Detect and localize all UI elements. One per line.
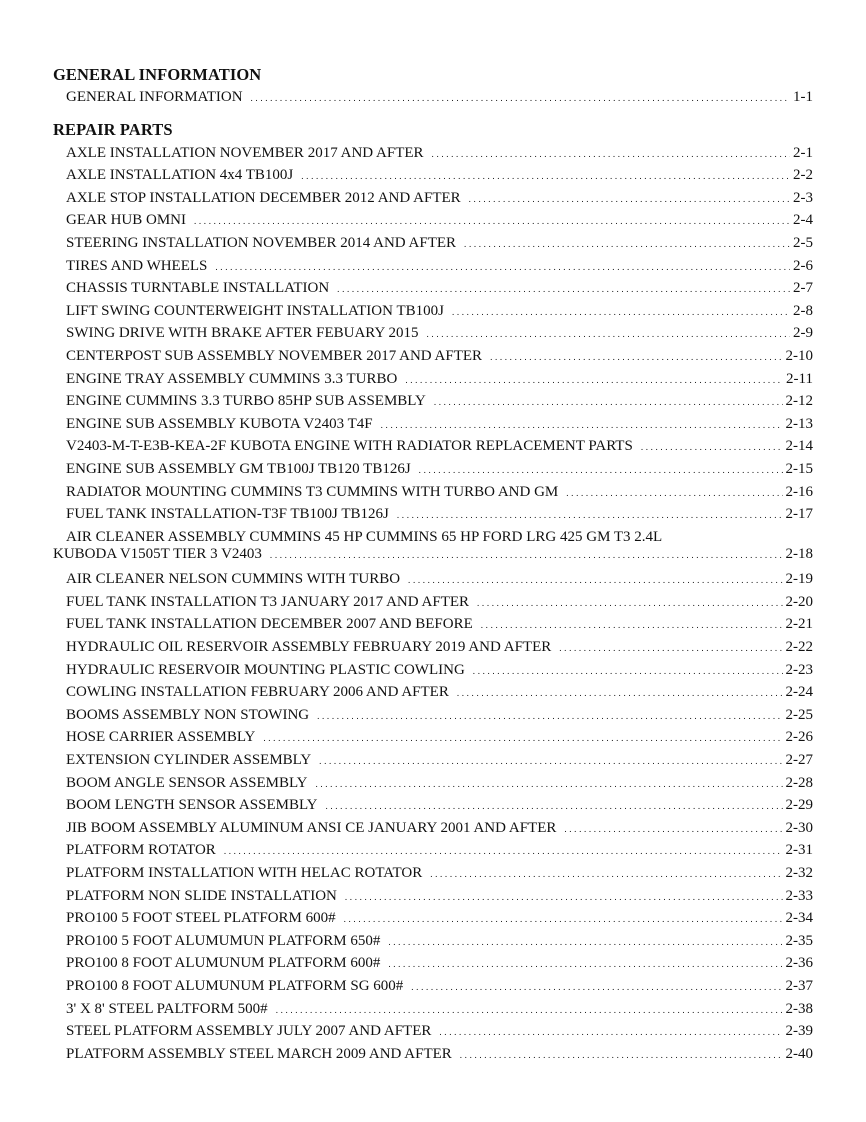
toc-entry[interactable] xyxy=(53,86,813,109)
toc-entry-title: CENTERPOST SUB ASSEMBLY NOVEMBER 2017 AND AFTER xyxy=(66,347,483,364)
dot-leader xyxy=(319,749,782,772)
dot-leader xyxy=(477,591,782,614)
dot-leader xyxy=(381,413,783,436)
toc-entry-title-line2: KUBODA V1505T TIER 3 V2403 xyxy=(53,545,262,562)
toc-entry[interactable] xyxy=(53,907,813,930)
dot-leader xyxy=(388,930,782,953)
toc-entry-title: STEEL PLATFORM ASSEMBLY JULY 2007 AND AFTER xyxy=(66,1023,432,1040)
toc-entry-title: AXLE STOP INSTALLATION DECEMBER 2012 AND AFTER xyxy=(66,189,461,206)
toc-entry-title: AXLE INSTALLATION 4x4 TB100J xyxy=(66,167,294,184)
toc-entry-title: BOOMS ASSEMBLY NON STOWING xyxy=(66,706,310,723)
toc-entry-title: STEERING INSTALLATION NOVEMBER 2014 AND AFTER xyxy=(66,234,457,251)
toc-entry-page: 2-19 xyxy=(785,571,813,588)
toc-entry-title: ENGINE SUB ASSEMBLY KUBOTA V2403 T4F xyxy=(66,415,373,432)
toc-entry[interactable] xyxy=(53,255,813,278)
dot-leader xyxy=(419,458,783,481)
toc-entry[interactable] xyxy=(53,636,813,659)
toc-entry-page: 2-15 xyxy=(785,460,813,477)
toc-entry-title: AIR CLEANER NELSON CUMMINS WITH TURBO xyxy=(66,571,401,588)
dot-leader xyxy=(325,794,782,817)
dot-leader xyxy=(439,1020,782,1043)
toc-entry-title: 3' X 8' STEEL PALTFORM 500# xyxy=(66,1000,268,1017)
toc-entry-title-line1: AIR CLEANER ASSEMBLY CUMMINS 45 HP CUMMINS 65 HP FORD LRG 425 GM T3 2.4L xyxy=(66,528,663,545)
toc-entry-page: 2-7 xyxy=(793,280,813,297)
toc-entry[interactable] xyxy=(53,862,813,885)
toc-entry-page: 2-38 xyxy=(785,1000,813,1017)
dot-leader xyxy=(251,86,790,109)
toc-entry[interactable] xyxy=(53,1043,813,1066)
toc-entry-page: 2-8 xyxy=(793,302,813,319)
toc-entry-page: 2-30 xyxy=(785,819,813,836)
toc-entry[interactable] xyxy=(53,794,813,817)
toc-entry-title: GENERAL INFORMATION xyxy=(66,89,243,105)
dot-leader xyxy=(224,839,783,862)
dot-leader xyxy=(641,435,783,458)
toc-entry[interactable] xyxy=(53,1020,813,1043)
toc-entry-page: 2-26 xyxy=(785,729,813,746)
toc-entry[interactable] xyxy=(53,681,813,704)
toc-entry-title: PLATFORM ASSEMBLY STEEL MARCH 2009 AND AFTER xyxy=(66,1045,452,1062)
dot-leader xyxy=(473,659,783,682)
toc-entry[interactable] xyxy=(53,345,813,368)
toc-entry[interactable] xyxy=(53,390,813,413)
toc-entry-title: PRO100 5 FOOT ALUMUMUN PLATFORM 650# xyxy=(66,932,381,949)
toc-entry-page: 2-13 xyxy=(785,415,813,432)
dot-leader xyxy=(215,255,790,278)
toc-entry-title: V2403-M-T-E3B-KEA-2F KUBOTA ENGINE WITH RADIATOR REPLACEMENT PARTS xyxy=(66,438,633,455)
dot-leader xyxy=(452,300,790,323)
toc-entry-title: PRO100 8 FOOT ALUMUNUM PLATFORM SG 600# xyxy=(66,977,404,994)
toc-entry-page: 2-1 xyxy=(793,144,813,161)
toc-entry-title: COWLING INSTALLATION FEBRUARY 2006 AND AFTER xyxy=(66,684,449,701)
dot-leader xyxy=(397,503,783,526)
dot-leader xyxy=(270,546,783,569)
toc-entry[interactable] xyxy=(53,704,813,727)
dot-leader xyxy=(490,345,782,368)
toc-entry-page: 2-6 xyxy=(793,257,813,274)
toc-entry[interactable] xyxy=(53,817,813,840)
toc-entry[interactable] xyxy=(53,952,813,975)
dot-leader xyxy=(405,368,783,391)
section-heading: REPAIR PARTS xyxy=(53,119,173,139)
dot-leader xyxy=(427,322,790,345)
toc-entry-page: 2-27 xyxy=(785,752,813,769)
dot-leader xyxy=(564,817,782,840)
toc-entry-page: 2-28 xyxy=(785,774,813,791)
toc-entry-page: 2-10 xyxy=(785,347,813,364)
toc-entry-title: RADIATOR MOUNTING CUMMINS T3 CUMMINS WITH TURBO AND GM xyxy=(66,483,559,500)
toc-entry-title: PLATFORM ROTATOR xyxy=(66,842,216,859)
dot-leader xyxy=(432,142,790,165)
toc-entry[interactable] xyxy=(53,885,813,908)
toc-entry[interactable] xyxy=(53,772,813,795)
toc-entry-title: PLATFORM NON SLIDE INSTALLATION xyxy=(66,887,337,904)
toc-entry[interactable] xyxy=(53,232,813,255)
toc-entry[interactable] xyxy=(53,568,813,591)
toc-entry-title: FUEL TANK INSTALLATION T3 JANUARY 2017 AND AFTER xyxy=(66,593,470,610)
toc-entry-title: HYDRAULIC RESERVOIR MOUNTING PLASTIC COWLING xyxy=(66,661,465,678)
toc-entry-page: 2-36 xyxy=(785,955,813,972)
toc-entry-title: CHASSIS TURNTABLE INSTALLATION xyxy=(66,280,330,297)
toc-entry-page: 2-2 xyxy=(793,167,813,184)
toc-entry[interactable] xyxy=(53,930,813,953)
toc-entry[interactable] xyxy=(53,142,813,165)
toc-entry[interactable] xyxy=(53,613,813,636)
toc-entry-page: 2-14 xyxy=(785,438,813,455)
toc-entry-page: 2-31 xyxy=(785,842,813,859)
toc-entry-title: PRO100 5 FOOT STEEL PLATFORM 600# xyxy=(66,910,336,927)
dot-leader xyxy=(566,481,782,504)
toc-entry-page: 2-22 xyxy=(785,639,813,656)
toc-entry-title: EXTENSION CYLINDER ASSEMBLY xyxy=(66,752,312,769)
dot-leader xyxy=(469,187,790,210)
toc-entry[interactable] xyxy=(53,322,813,345)
toc-entry-title: ENGINE TRAY ASSEMBLY CUMMINS 3.3 TURBO xyxy=(66,370,398,387)
dot-leader xyxy=(559,636,782,659)
toc-entry-title: HOSE CARRIER ASSEMBLY xyxy=(66,729,256,746)
toc-entry[interactable] xyxy=(53,187,813,210)
toc-entry-title: BOOM LENGTH SENSOR ASSEMBLY xyxy=(66,797,318,814)
toc-entry[interactable] xyxy=(53,435,813,458)
dot-leader xyxy=(411,975,782,998)
toc-entry-page: 1-1 xyxy=(793,89,813,105)
toc-entry-title: BOOM ANGLE SENSOR ASSEMBLY xyxy=(66,774,308,791)
toc-entry-title: TIRES AND WHEELS xyxy=(66,257,208,274)
dot-leader xyxy=(315,772,782,795)
toc-entry[interactable] xyxy=(53,277,813,300)
toc-entry-title: FUEL TANK INSTALLATION-T3F TB100J TB126J xyxy=(66,506,389,523)
table-of-contents xyxy=(53,65,813,1065)
toc-entry-page: 2-32 xyxy=(785,865,813,881)
toc-entry-title: PRO100 8 FOOT ALUMUNUM PLATFORM 600# xyxy=(66,955,381,972)
dot-leader xyxy=(345,885,783,908)
dot-leader xyxy=(460,1043,783,1066)
toc-entry[interactable] xyxy=(53,526,813,569)
toc-entry[interactable] xyxy=(53,503,813,526)
toc-entry-title: GEAR HUB OMNI xyxy=(66,212,186,229)
toc-entry-page: 2-4 xyxy=(793,212,813,229)
dot-leader xyxy=(464,232,790,255)
toc-entry[interactable] xyxy=(53,458,813,481)
toc-entry[interactable] xyxy=(53,659,813,682)
toc-entry-title: HYDRAULIC OIL RESERVOIR ASSEMBLY FEBRUARY 2019 AND AFTER xyxy=(66,639,552,656)
toc-entry[interactable] xyxy=(53,998,813,1021)
toc-entry-page: 2-20 xyxy=(785,593,813,610)
toc-entry-title: ENGINE SUB ASSEMBLY GM TB100J TB120 TB126J xyxy=(66,460,411,477)
toc-entry[interactable] xyxy=(53,368,813,391)
toc-entry-page: 2-37 xyxy=(785,977,813,994)
toc-entry-page: 2-11 xyxy=(786,370,813,387)
toc-entry-page: 2-21 xyxy=(785,616,813,633)
toc-entry[interactable] xyxy=(53,726,813,749)
dot-leader xyxy=(388,952,782,975)
toc-entry[interactable] xyxy=(53,591,813,614)
toc-entry-page: 2-29 xyxy=(785,797,813,814)
toc-entry-page: 2-34 xyxy=(785,910,813,927)
toc-entry-page: 2-39 xyxy=(785,1023,813,1040)
toc-entry-page: 2-23 xyxy=(785,661,813,678)
toc-entry[interactable] xyxy=(53,975,813,998)
toc-entry-page: 2-25 xyxy=(785,706,813,723)
dot-leader xyxy=(337,277,790,300)
toc-entry-page: 2-33 xyxy=(785,887,813,904)
dot-leader xyxy=(408,568,782,591)
toc-entry-page: 2-9 xyxy=(793,325,813,342)
toc-entry[interactable] xyxy=(53,164,813,187)
dot-leader xyxy=(457,681,783,704)
toc-entry[interactable] xyxy=(53,209,813,232)
toc-entry-page: 2-35 xyxy=(785,932,813,949)
toc-entry-title: LIFT SWING COUNTERWEIGHT INSTALLATION TB100J xyxy=(66,302,444,319)
toc-entry-page: 2-12 xyxy=(785,393,813,410)
dot-leader xyxy=(317,704,782,727)
toc-entry-page: 2-5 xyxy=(793,234,813,251)
toc-entry[interactable] xyxy=(53,300,813,323)
toc-entry-page: 2-3 xyxy=(793,189,813,206)
toc-entry[interactable] xyxy=(53,413,813,436)
toc-entry-title: SWING DRIVE WITH BRAKE AFTER FEBUARY 2015 xyxy=(66,325,419,342)
dot-leader xyxy=(194,209,790,232)
toc-entry-page: 2-24 xyxy=(785,684,813,701)
toc-entry-page: 2-16 xyxy=(785,483,813,500)
toc-entry-page: 2-40 xyxy=(785,1045,813,1062)
dot-leader xyxy=(301,164,790,187)
dot-leader xyxy=(434,390,783,413)
toc-entry-page: 2-17 xyxy=(785,506,813,523)
dot-leader xyxy=(276,998,783,1021)
toc-entry[interactable] xyxy=(53,481,813,504)
toc-entry-title: AXLE INSTALLATION NOVEMBER 2017 AND AFTER xyxy=(66,144,424,161)
toc-entry-page: 2-18 xyxy=(785,545,813,562)
dot-leader xyxy=(430,862,782,885)
section-heading: GENERAL INFORMATION xyxy=(53,65,262,84)
toc-entry[interactable] xyxy=(53,749,813,772)
toc-entry-title: PLATFORM INSTALLATION WITH HELAC ROTATOR xyxy=(66,865,423,881)
dot-leader xyxy=(481,613,783,636)
dot-leader xyxy=(344,907,783,930)
toc-entry-title: JIB BOOM ASSEMBLY ALUMINUM ANSI CE JANUARY 2001 AND AFTER xyxy=(66,819,557,836)
toc-entry[interactable] xyxy=(53,839,813,862)
toc-entry-title: ENGINE CUMMINS 3.3 TURBO 85HP SUB ASSEMBLY xyxy=(66,393,426,410)
dot-leader xyxy=(263,726,782,749)
toc-entry-title: FUEL TANK INSTALLATION DECEMBER 2007 AND BEFORE xyxy=(66,616,473,633)
